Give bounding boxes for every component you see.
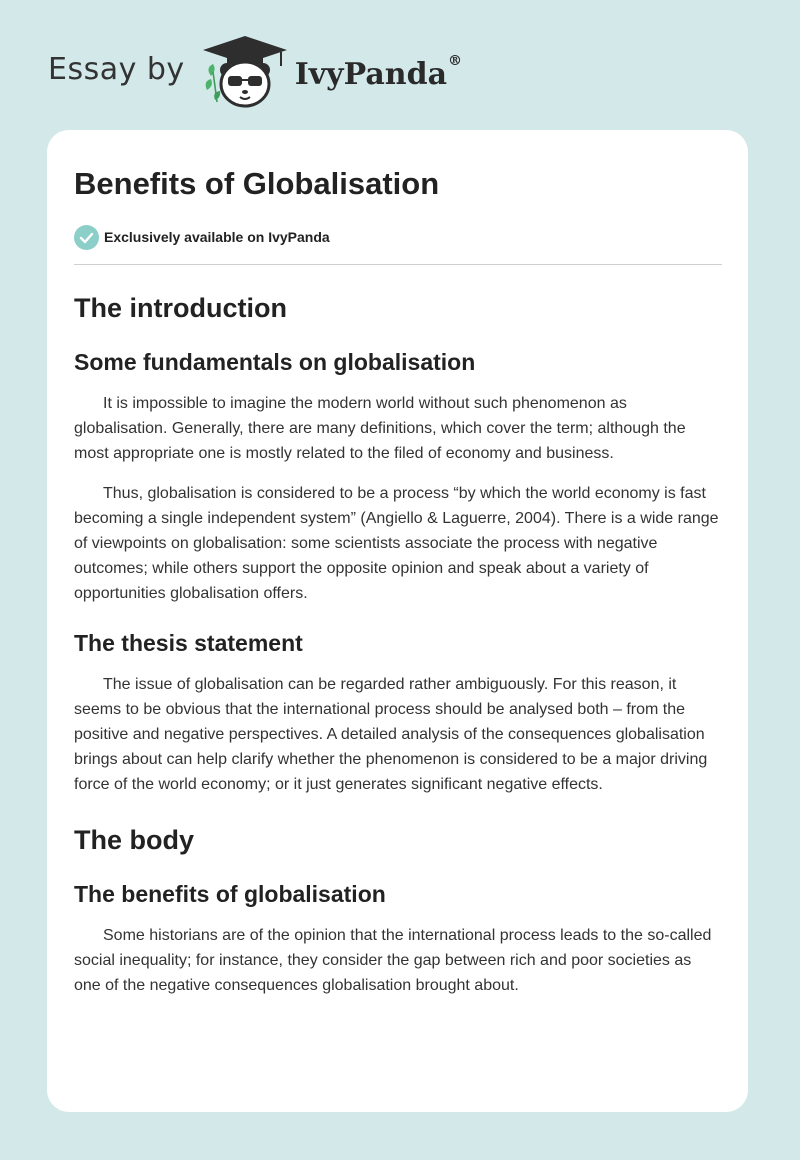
subheading-thesis: The thesis statement (74, 630, 303, 656)
paragraph-fundamentals-1: It is impossible to imagine the modern world without such phenomenon as globalisation. Generally, there are many definitions, which cover the term; although the most appropriate one is mostly related to the filed of economy and business. (74, 395, 686, 462)
subheading-fundamentals: Some fundamentals on globalisation (74, 349, 476, 375)
essay-title: Benefits of Globalisation (74, 166, 440, 201)
brand-text: IvyPanda (294, 56, 448, 92)
title-divider (74, 264, 722, 265)
checkmark-icon (74, 225, 99, 250)
exclusive-badge (74, 224, 722, 250)
badge-label: Exclusively available on IvyPanda (104, 229, 330, 245)
section-heading-introduction: The introduction (74, 293, 287, 323)
paragraph-fundamentals-2: Thus, globalisation is considered to be a process “by which the world economy is fast becoming a single independent system” (Angiello & Laguerre, 2004). There is a wide range of viewpoints on globalisation: some scientists associate the process with negative outcomes; while others support the opposite opinion and speak about a variety of opportunities globalisation offers. (74, 485, 719, 602)
paragraph-benefits-1: Some historians are of the opinion that the international process leads to the so-called social inequality; for instance, they consider the gap between rich and poor societies as one of the negative consequences globalisation brought about. (74, 927, 712, 994)
section-heading-body: The body (74, 825, 194, 855)
paragraph-thesis-1: The issue of globalisation can be regarded rather ambiguously. For this reason, it seems to be obvious that the international process should be analysed both – from the positive and negative perspectives. A detailed analysis of the consequences globalisation brings about can help clarify whether the phenomenon is considered to be a major driving force of the world economy; or it just generates significant negative effects. (74, 676, 708, 793)
brand-name[interactable] (294, 52, 463, 92)
site-header (48, 32, 462, 112)
subheading-benefits: The benefits of globalisation (74, 881, 386, 907)
registered-mark: ® (448, 52, 463, 69)
essay-card (47, 130, 748, 1112)
essay-by-label: Essay by (48, 51, 185, 87)
panda-logo-icon[interactable] (201, 32, 289, 112)
